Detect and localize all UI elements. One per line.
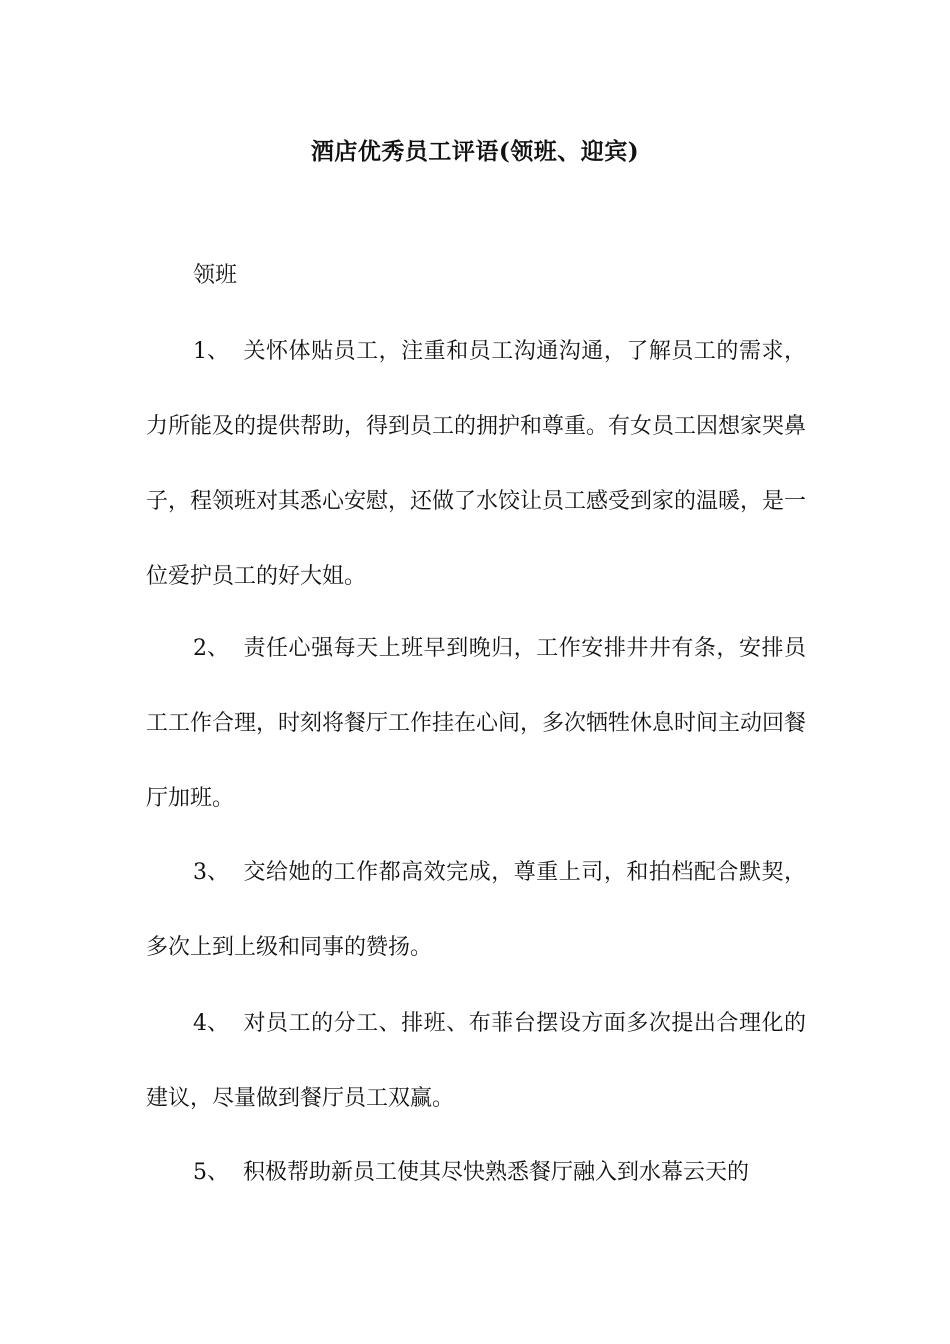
list-item [146, 314, 806, 614]
item-text: 交给她的工作都高效完成，尊重上司，和拍档配合默契，多次上到上级和同事的赞扬。 [146, 860, 806, 960]
item-number: 5、 [193, 1160, 229, 1185]
item-number: 1、 [193, 339, 229, 364]
item-text: 关怀体贴员工，注重和员工沟通沟通，了解员工的需求，力所能及的提供帮助，得到员工的拥护和尊重。有女员工因想家哭鼻子，程领班对其悉心安慰，还做了水饺让员工感受到家的温暖，是一位爱护员工的好大姐。 [146, 339, 807, 589]
list-item [146, 1135, 806, 1210]
item-text: 对员工的分工、排班、布菲台摆设方面多次提出合理化的建议，尽量做到餐厅员工双赢。 [146, 1011, 806, 1111]
item-number: 3、 [193, 860, 229, 885]
item-number: 4、 [193, 1011, 229, 1036]
item-number: 2、 [193, 636, 229, 661]
item-text: 责任心强每天上班早到晚归，工作安排井井有条，安排员工工作合理，时刻将餐厅工作挂在心间，多次牺牲休息时间主动回餐厅加班。 [146, 636, 807, 811]
list-item [146, 611, 806, 836]
section-heading: 领班 [193, 263, 238, 288]
list-item [146, 986, 806, 1136]
item-text: 积极帮助新员工使其尽快熟悉餐厅融入到水幕云天的 [243, 1160, 750, 1185]
document-title: 酒店优秀员工评语(领班、迎宾) [310, 138, 640, 165]
list-item [146, 835, 806, 985]
